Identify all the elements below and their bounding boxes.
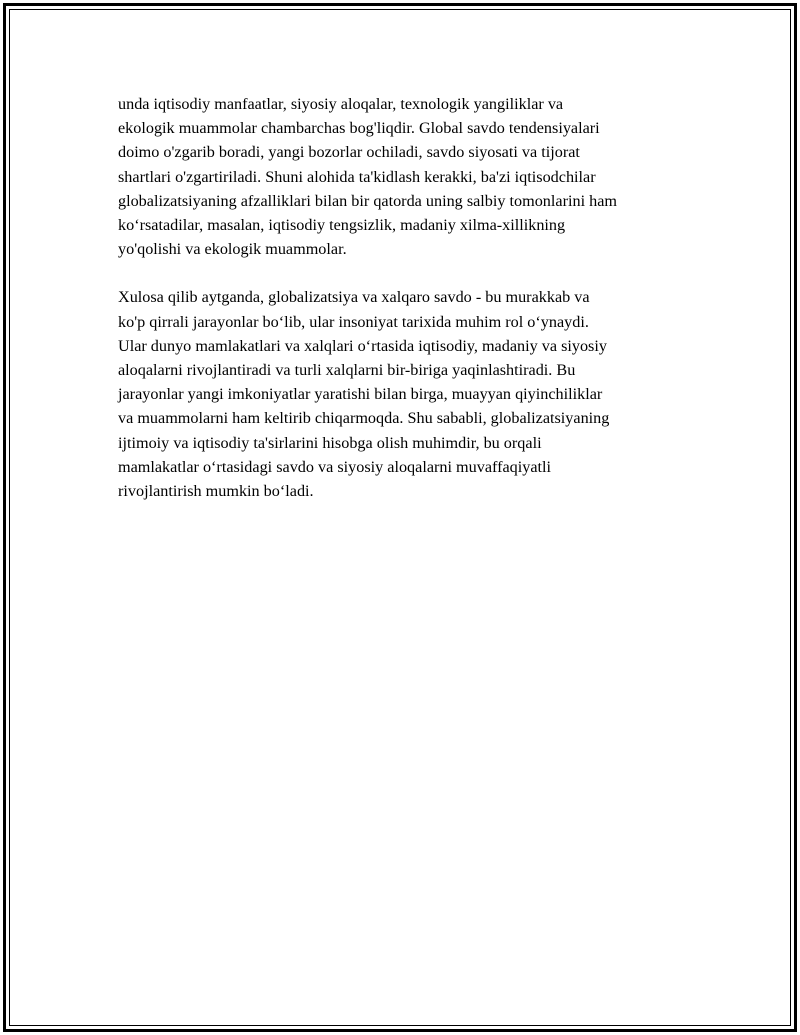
text-line: va muammolarni ham keltirib chiqarmoqda. Shu sababli, globalizatsiyaning [118, 409, 610, 428]
text-line: shartlari o'zgartiriladi. Shuni alohida ta'kidlash kerakki, ba'zi iqtisodchilar [118, 167, 596, 186]
text-line: Ular dunyo mamlakatlari va xalqlari o‘rtasida iqtisodiy, madaniy va siyosiy [118, 336, 607, 355]
text-line: yo'qolishi va ekologik muammolar. [118, 240, 347, 259]
text-line: rivojlantirish mumkin bo‘ladi. [118, 482, 314, 501]
text-line: jarayonlar yangi imkoniyatlar yaratishi bilan birga, muayyan qiyinchiliklar [118, 385, 603, 404]
text-line: doimo o'zgarib boradi, yangi bozorlar ochiladi, savdo siyosati va tijorat [118, 143, 580, 162]
text-line: globalizatsiyaning afzalliklari bilan bir qatorda uning salbiy tomonlarini ham [118, 191, 617, 210]
paragraph-1 [118, 92, 688, 261]
paragraph-2 [118, 285, 688, 503]
text-line: ijtimoiy va iqtisodiy ta'sirlarini hisobga olish muhimdir, bu orqali [118, 433, 542, 452]
paragraph-spacer [118, 261, 688, 285]
document-body [118, 92, 688, 503]
text-line: ko‘rsatadilar, masalan, iqtisodiy tengsizlik, madaniy xilma-xillikning [118, 216, 566, 235]
text-line: mamlakatlar o‘rtasidagi savdo va siyosiy aloqalarni muvaffaqiyatli [118, 457, 552, 476]
text-line: ekologik muammolar chambarchas bog'liqdir. Global savdo tendensiyalari [118, 119, 600, 138]
text-line: aloqalarni rivojlantiradi va turli xalqlarni bir-biriga yaqinlashtiradi. Bu [118, 361, 576, 380]
text-line: unda iqtisodiy manfaatlar, siyosiy aloqalar, texnologik yangiliklar va [118, 95, 564, 113]
text-line: Xulosa qilib aytganda, globalizatsiya va xalqaro savdo - bu murakkab va [118, 288, 590, 307]
text-line: ko'p qirrali jarayonlar bo‘lib, ular insoniyat tarixida muhim rol o‘ynaydi. [118, 312, 589, 331]
